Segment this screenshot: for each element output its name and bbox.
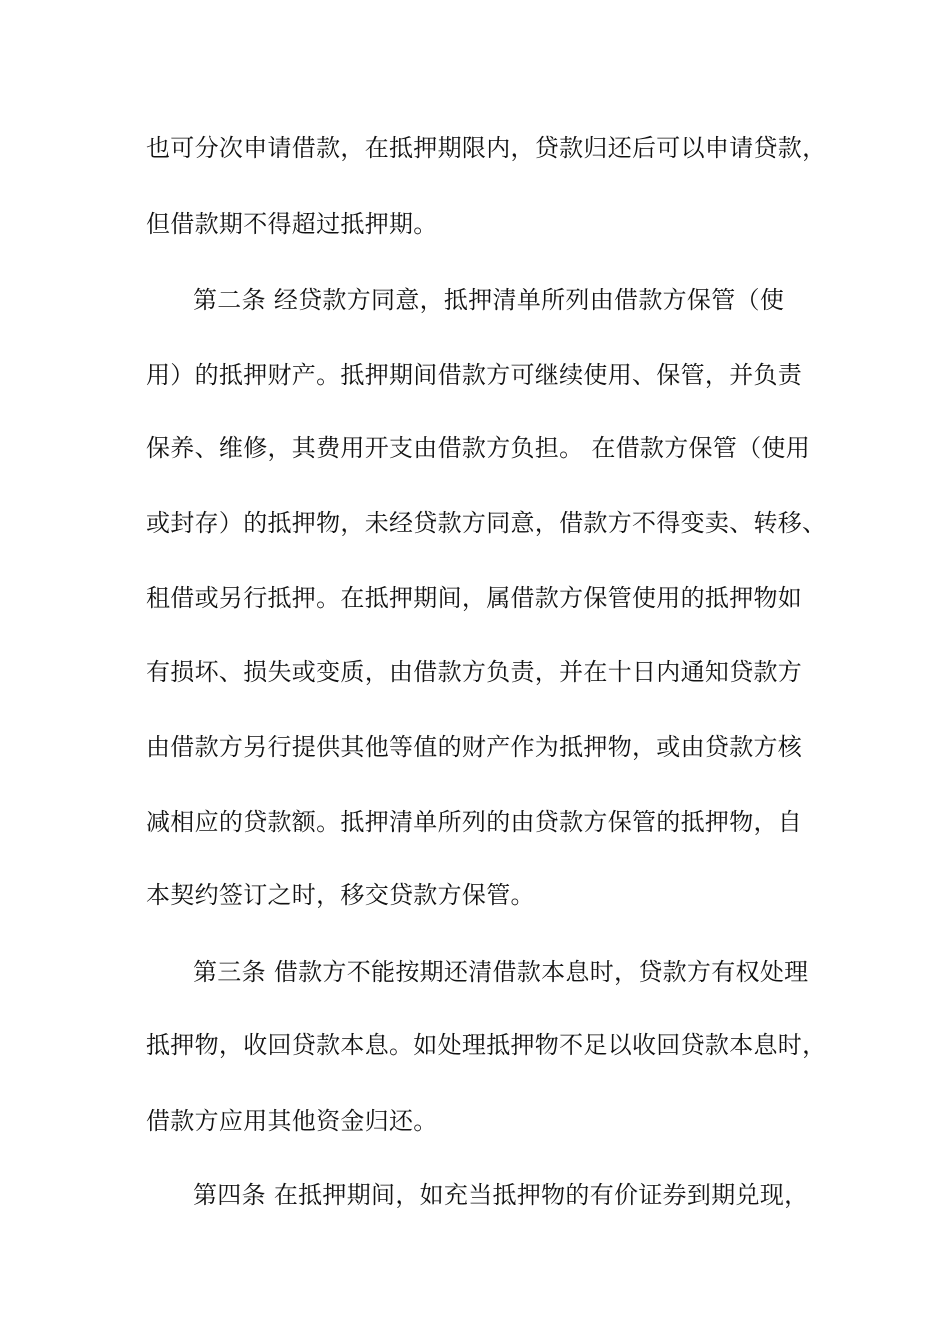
text-line: 但借款期不得超过抵押期。 — [146, 210, 438, 238]
article-4-heading-line: 第四条 在抵押期间，如充当抵押物的有价证券到期兑现， — [193, 1181, 809, 1209]
article-3-heading-line: 第三条 借款方不能按期还清借款本息时，贷款方有权处理 — [193, 958, 809, 986]
text-line: 保养、维修，其费用开支由借款方负担。 在借款方保管（使用 — [146, 434, 811, 462]
text-line: 有损坏、损失或变质，由借款方负责，并在十日内通知贷款方 — [146, 658, 803, 686]
text-line: 或封存）的抵押物，未经贷款方同意，借款方不得变卖、转移、 — [146, 509, 827, 537]
text-line: 本契约签订之时，移交贷款方保管。 — [146, 881, 535, 909]
text-line: 用）的抵押财产。抵押期间借款方可继续使用、保管，并负责 — [146, 361, 803, 389]
text-line: 租借或另行抵押。在抵押期间，属借款方保管使用的抵押物如 — [146, 584, 803, 612]
text-line: 也可分次申请借款，在抵押期限内，贷款归还后可以申请贷款， — [146, 134, 827, 162]
text-line: 抵押物，收回贷款本息。如处理抵押物不足以收回贷款本息时， — [146, 1031, 827, 1059]
article-2-heading-line: 第二条 经贷款方同意，抵押清单所列由借款方保管（使 — [193, 286, 785, 314]
text-line: 借款方应用其他资金归还。 — [146, 1107, 438, 1135]
text-line: 由借款方另行提供其他等值的财产作为抵押物，或由贷款方核 — [146, 733, 803, 761]
text-line: 减相应的贷款额。抵押清单所列的由贷款方保管的抵押物，自 — [146, 808, 803, 836]
